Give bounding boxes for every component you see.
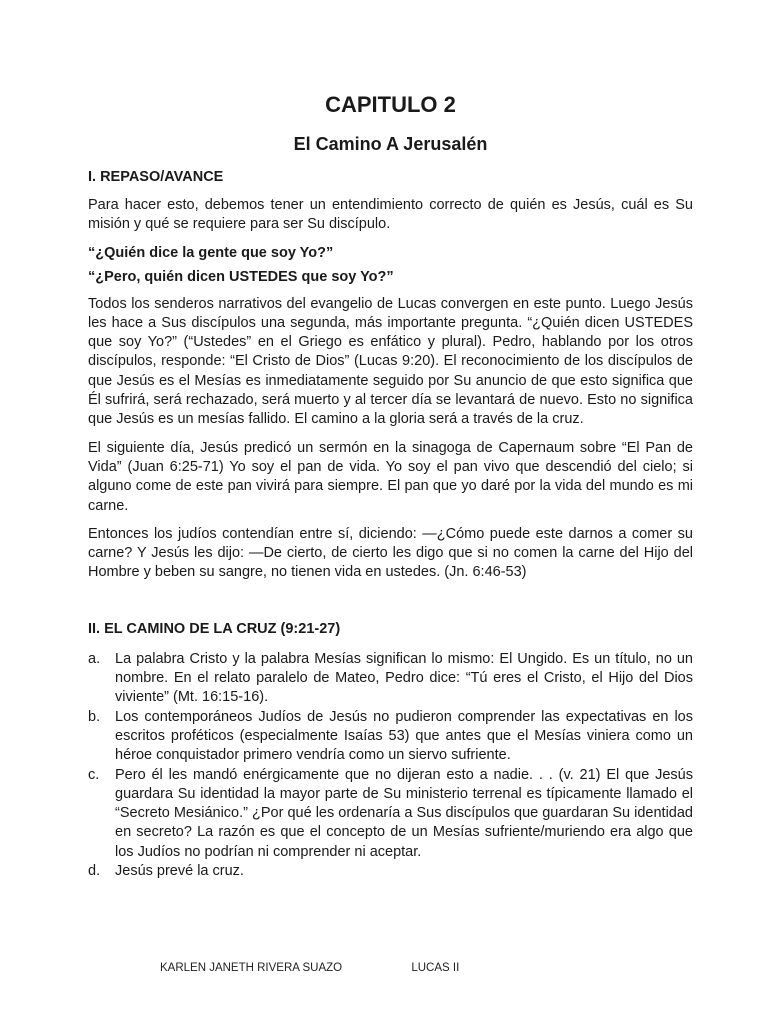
question-quote: “¿Pero, quién dicen USTEDES que soy Yo?” xyxy=(88,268,394,285)
list-item-text: Jesús prevé la cruz. xyxy=(115,863,244,880)
footer-course: LUCAS II xyxy=(411,962,460,974)
body-paragraph: El siguiente día, Jesús predicó un sermón en la sinagoga de Capernaum sobre “El Pan de Vida” (Juan 6:25-71) Yo soy el pan de vida. Yo soy el pan vivo que descendió del cielo; si alguno come de este pan vivirá para siempre. El pan que yo daré por la vida del mundo es mi carne. xyxy=(88,439,693,514)
list-item-text: Pero él les mandó enérgicamente que no dijeran esto a nadie. . . (v. 21) El que Jesús guardara Su identidad la mayor parte de Su ministerio terrenal es típicamente llamado el “Secreto Mesiánico.” ¿Por qué les ordenaría a Sus discípulos que guardaran Su identidad en secreto? La razón es que el concepto de un Mesías sufriente/muriendo era algo que los Judíos no podrían ni comprender ni aceptar. xyxy=(115,766,693,860)
list-marker: b. xyxy=(88,708,101,725)
list-item xyxy=(88,862,693,881)
chapter-subtitle: El Camino A Jerusalén xyxy=(293,134,488,154)
intro-paragraph: Para hacer esto, debemos tener un entendimiento correcto de quién es Jesús, cuál es Su misión y qué se requiere para ser Su discípulo. xyxy=(88,197,693,233)
footer-author: KARLEN JANETH RIVERA SUAZO xyxy=(160,962,343,974)
section-heading: II. EL CAMINO DE LA CRUZ (9:21-27) xyxy=(88,620,341,637)
list-item xyxy=(88,650,693,708)
list-item xyxy=(88,708,693,766)
list-marker: a. xyxy=(88,650,101,667)
body-paragraph: Entonces los judíos contendían entre sí, diciendo: —¿Cómo puede este darnos a comer su carne? Y Jesús les dijo: —De cierto, de cierto les digo que si no comen la carne del Hijo del Hombre y beben su sangre, no tienen vida en ustedes. (Jn. 6:46-53) xyxy=(88,525,693,581)
list-item-text: Los contemporáneos Judíos de Jesús no pudieron comprender las expectativas en los escritos proféticos (especialmente Isaías 53) que antes que el Mesías viniera como un héroe conquistador primero vendría como un siervo sufriente. xyxy=(115,708,693,764)
list-item xyxy=(88,766,693,862)
page-footer xyxy=(160,962,459,974)
body-paragraph: Todos los senderos narrativos del evangelio de Lucas convergen en este punto. Luego Jesús les hace a Sus discípulos una segunda, más importante pregunta. “¿Quién dicen USTEDES que soy Yo?” (“Ustedes” en el Griego es enfático y plural). Pedro, hablando por los otros discípulos, responde: “El Cristo de Dios” (Lucas 9:20). El reconocimiento de los discípulos de que Jesús es el Mesías es inmediatamente seguido por Su anuncio de que esto significa que Él sufrirá, será rechazado, será muerto y al tercer día se levantará de nuevo. Esto no significa que Jesús es un mesías fallido. El camino a la gloria será a través de la cruz. xyxy=(88,295,693,428)
section-way-of-cross xyxy=(88,620,693,882)
section-heading: I. REPASO/AVANCE xyxy=(88,169,224,185)
list-marker: c. xyxy=(88,766,100,783)
chapter-title: CAPITULO 2 xyxy=(325,92,456,117)
document-page xyxy=(88,90,693,881)
list-marker: d. xyxy=(88,863,101,880)
list-item-text: La palabra Cristo y la palabra Mesías significan lo mismo: El Ungido. Es un título, no un nombre. En el relato paralelo de Mateo, Pedro dice: “Tú eres el Cristo, el Hijo del Dios viviente” (Mt. 16:15-16). xyxy=(115,650,693,706)
section-review xyxy=(88,168,693,583)
lettered-list xyxy=(88,650,693,882)
question-quote: “¿Quién dice la gente que soy Yo?” xyxy=(88,244,334,261)
